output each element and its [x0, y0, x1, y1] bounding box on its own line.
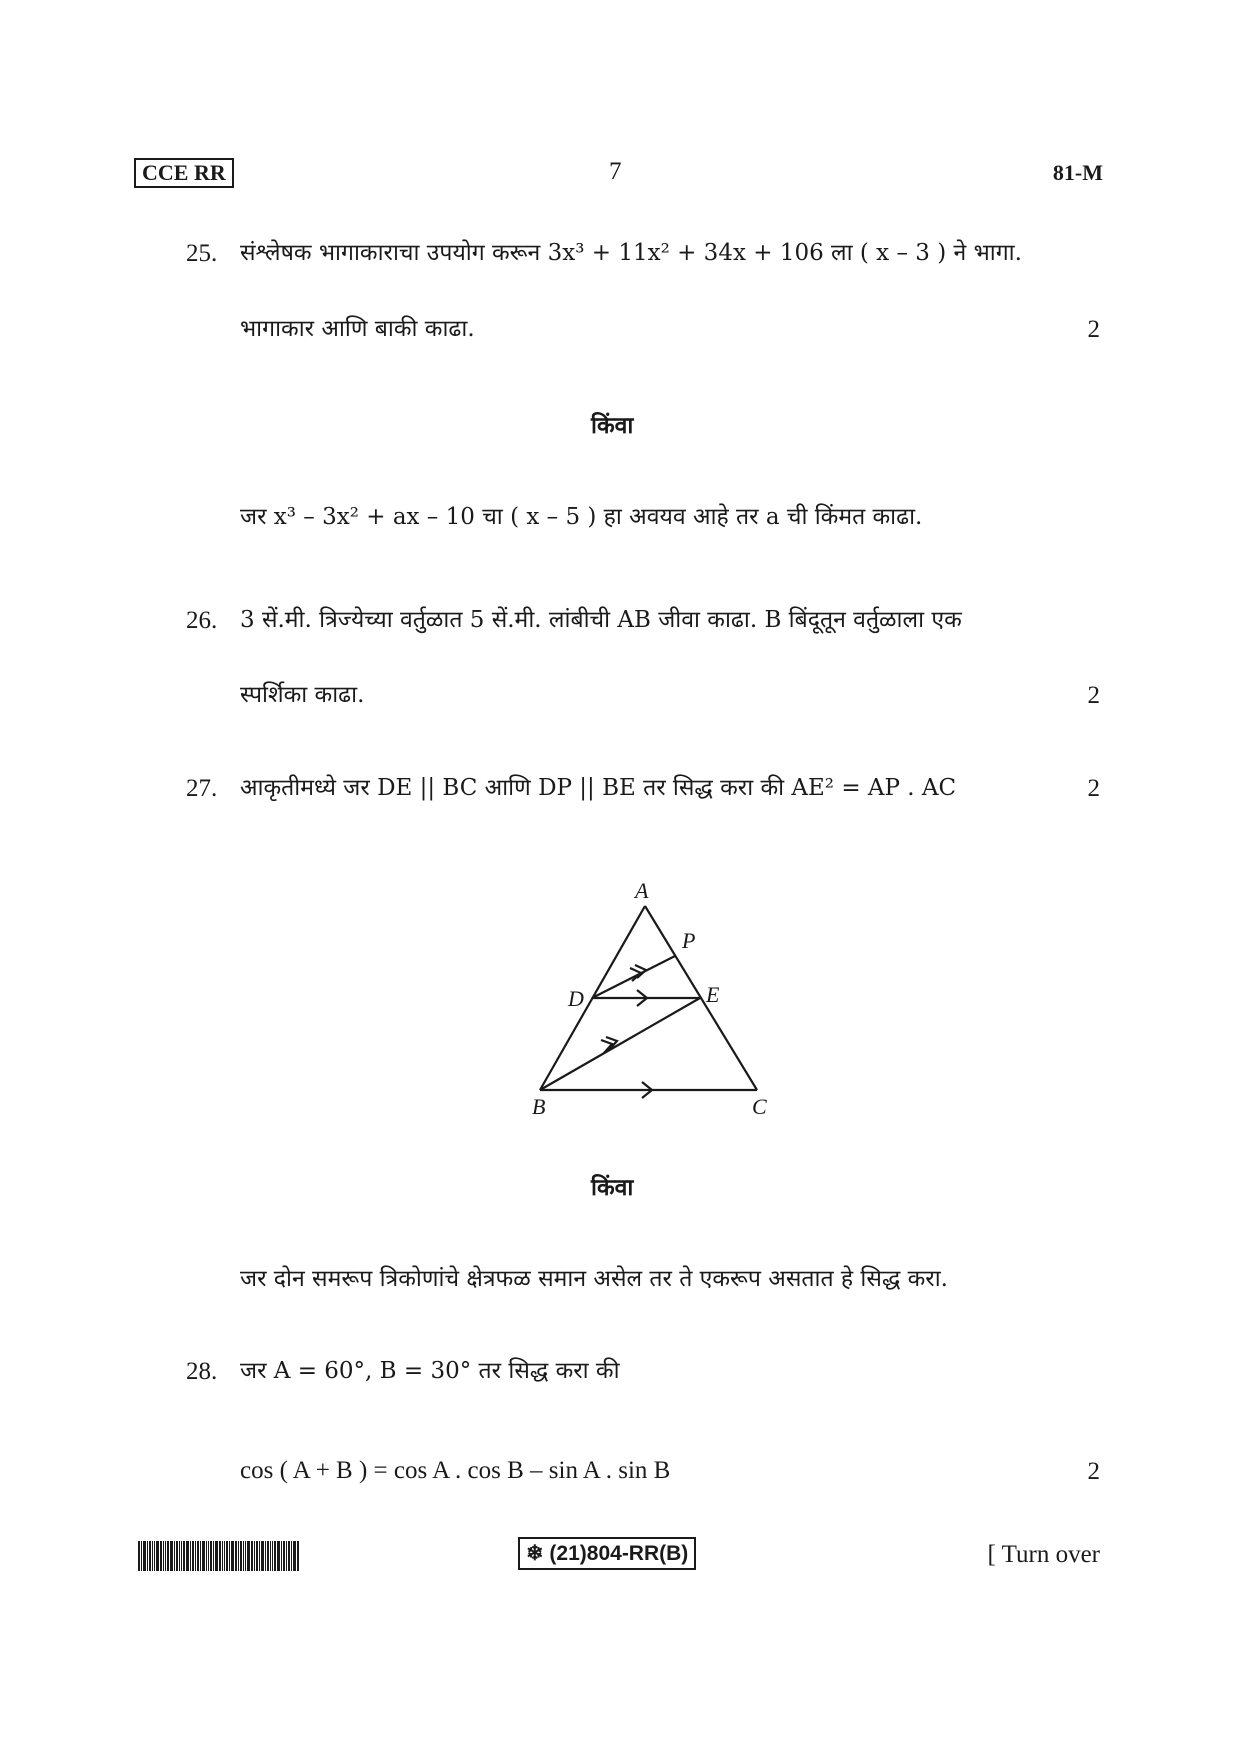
q27-marks: 2 — [1087, 775, 1100, 802]
q25-or-label: किंवा — [591, 412, 634, 439]
q28-number: 28. — [186, 1358, 218, 1385]
page-number: 7 — [609, 158, 622, 185]
q26-line1: 3 सें.मी. त्रिज्येच्या वर्तुळात 5 सें.मी. लांबीची AB जीवा काढा. B बिंदूतून वर्तुळाला एक — [240, 607, 962, 633]
label-c: C — [752, 1094, 767, 1119]
q25-line2: भागाकार आणि बाकी काढा. — [240, 316, 475, 342]
q28-marks: 2 — [1087, 1458, 1100, 1485]
q26-number: 26. — [186, 607, 218, 634]
label-e: E — [706, 982, 720, 1007]
segment-be — [540, 998, 700, 1090]
label-p: P — [682, 928, 696, 953]
q28-line1: जर A = 60°, B = 30° तर सिद्ध करा की — [240, 1358, 620, 1384]
barcode — [138, 1541, 368, 1571]
q28-line2: cos ( A + B ) = cos A . cos B – sin A . sin B — [240, 1457, 671, 1484]
triangle-figure — [520, 870, 780, 1120]
label-a: A — [635, 878, 649, 903]
header-right-code: 81-M — [1052, 160, 1103, 185]
header-left-code: CCE RR — [134, 158, 234, 188]
label-b: B — [532, 1094, 546, 1119]
q27-alt: जर दोन समरूप त्रिकोणांचे क्षेत्रफळ समान असेल तर ते एकरूप असतात हे सिद्ध करा. — [240, 1266, 948, 1292]
q27-number: 27. — [186, 775, 218, 802]
q26-marks: 2 — [1087, 682, 1100, 709]
label-d: D — [568, 986, 584, 1011]
q25-alt: जर x³ – 3x² + ax – 10 चा ( x – 5 ) हा अवयव आहे तर a ची किंमत काढा. — [240, 504, 923, 530]
q25-line1: संश्लेषक भागाकाराचा उपयोग करून 3x³ + 11x² + 34x + 106 ला ( x – 3 ) ने भागा. — [240, 240, 1022, 266]
q27-or-label: किंवा — [591, 1174, 634, 1201]
q26-line2: स्पर्शिका काढा. — [240, 682, 365, 708]
arrow-be-1 — [601, 1040, 612, 1053]
paper-code: ❄ (21)804-RR(B) — [518, 1537, 696, 1570]
turn-over: [ Turn over — [987, 1541, 1100, 1568]
q25-number: 25. — [186, 240, 218, 267]
q27-line1: आकृतीमध्ये जर DE || BC आणि DP || BE तर सिद्ध करा की AE² = AP . AC — [240, 775, 957, 801]
q25-marks: 2 — [1087, 316, 1100, 343]
